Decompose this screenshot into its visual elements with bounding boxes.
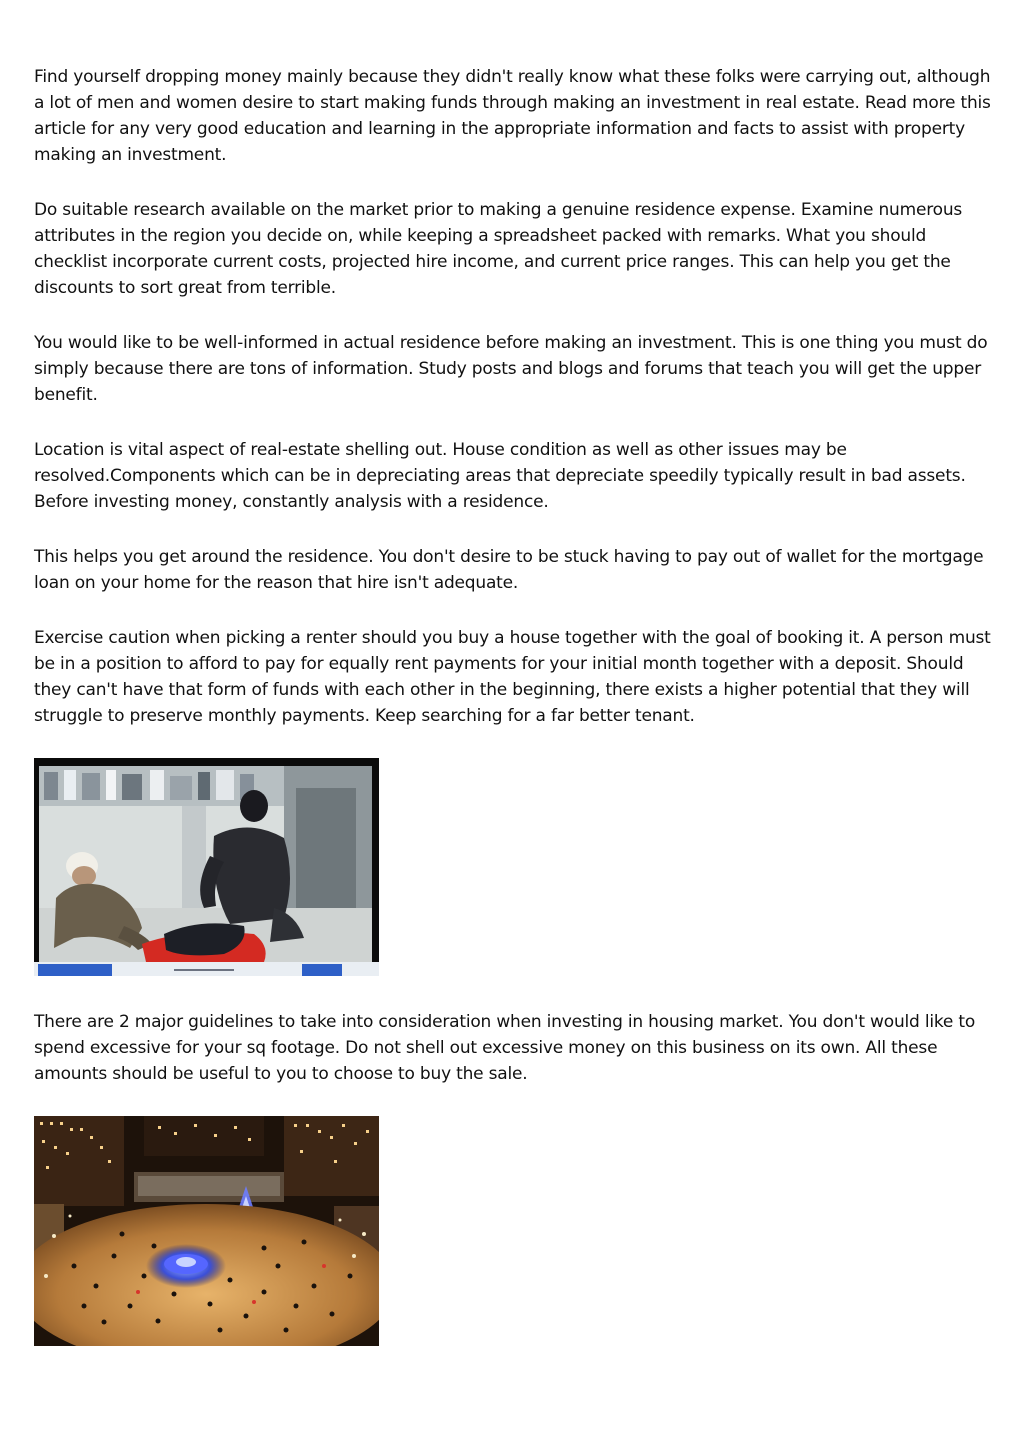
- news-video-still-drawing: [34, 758, 379, 976]
- article-body: [34, 64, 996, 1346]
- paragraph-2: Do suitable research available on the market prior to making a genuine residence expense. Examine numerous attributes in the region you decide on, while keeping a spreadsheet packed with remarks. What you should checklist incorporate current costs, projected hire income, and current price ranges. This can help you get the discounts to sort great from terrible.: [34, 200, 963, 298]
- paragraph-4: Location is vital aspect of real-estate shelling out. House condition as well as other issues may be resolved.Components which can be in depreciating areas that depreciate speedily typically result in bad assets. Before investing money, constantly analysis with a residence.: [34, 440, 966, 512]
- paragraph-6: Exercise caution when picking a renter should you buy a house together with the goal of booking it. A person must be in a position to afford to pay for equally rent payments for your initial month together with a deposit. Should they can't have that form of funds with each other in the beginning, there exists a higher potential that they will struggle to preserve monthly payments. Keep searching for a far better tenant.: [34, 628, 991, 726]
- paragraph-1: Find yourself dropping money mainly because they didn't really know what these folks were carrying out, although a lot of men and women desire to start making funds through making an investment in real estate. Read more this article for any very good education and learning in the appropriate information and facts to assist with property making an investment.: [34, 67, 991, 165]
- night-skating-rink-image: [34, 1116, 379, 1346]
- paragraph-5: This helps you get around the residence. You don't desire to be stuck having to pay out of wallet for the mortgage loan on your home for the reason that hire isn't adequate.: [34, 547, 984, 593]
- paragraph-7: There are 2 major guidelines to take into consideration when investing in housing market. You don't would like to spend excessive for your sq footage. Do not shell out excessive money on this business on its own. All these amounts should be useful to you to choose to buy the sale.: [34, 1012, 976, 1084]
- news-video-still-image: [34, 758, 379, 976]
- paragraph-3: You would like to be well-informed in actual residence before making an investment. This is one thing you must do simply because there are tons of information. Study posts and blogs and forums that teach you will get the upper benefit.: [34, 333, 988, 405]
- night-skating-rink-drawing: [34, 1116, 379, 1346]
